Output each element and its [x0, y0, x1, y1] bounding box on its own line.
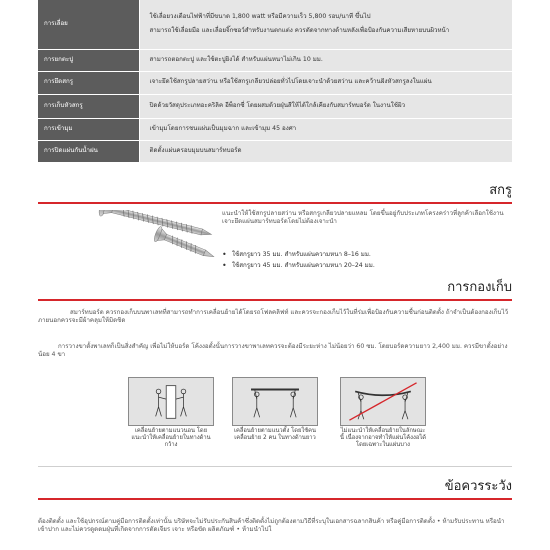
spec-value: สามารถใช้เลื่อยมือ และเลื่อยจิ๊กซอว์สำหรับงานตกแต่ง ควรตัดจากทางด้านหลังเพื่อป้องกันความเสียหายบนผิวหน้า	[149, 26, 450, 34]
section-divider	[38, 498, 512, 500]
spec-label: การยึดสกรู	[38, 71, 139, 94]
spec-value: ใช้เลื่อยวงเดือนไฟฟ้าที่มีขนาด 1,800 watt หรือมีความเร็ว 5,800 รอบ/นาที ขึ้นไป	[149, 13, 371, 21]
storage-paragraph: สมาร์ทบอร์ด ควรกองเก็บบนพาเลทที่สามารถทำการเคลื่อนย้ายได้โดยรถโฟลคลิฟท์ และควรจะกองเก็บไว้ในที่ร่มเพื่อป้องกันความชื้นก่อนติดตั้ง ถ้าจำเป็นต้องกองเก็บไว้ภายนอกควรจะมีผ้าคลุมให้มิดชิด	[38, 309, 509, 325]
screws-intro: แนะนำให้ใช้สกรูปลายสว่าน หรือสกรูเกลียวปลายแหลม โดยขึ้นอยู่กับประเภทโครงคร่าวที่ลูกค้าเลือกใช้งาน เจาะยึดแผ่นสมาร์ทบอร์ดโดยไม่ต้องเจาะนำ	[222, 210, 504, 226]
illustration-caption: ไม่แนะนำให้เคลื่อนย้ายในลักษณะนี้ เนื่องจากอาจทำให้แผ่นโค้งงอได้ โดยเฉพาะในแผ่นบาง	[340, 428, 426, 449]
spec-table	[38, 0, 512, 163]
illustration-caption: เคลื่อนย้ายตามแนวนอน โดยแนะนำให้เคลื่อนย้ายในทางด้านกว้าง	[131, 428, 211, 449]
storage-paragraph: การวางขาตั้งพาเลทก็เป็นสิ่งสำคัญ เพื่อไม่ให้บอร์ด โค้งงอตั้งนั้นการวางขาพาเลทควรจะต้องมีระยะห่าง ไม่น้อยว่า 60 ซม. โดยบอร์ดความยาว 2,400 มม. ควรมีขาตั้งอย่างน้อย 4 ขา	[38, 343, 508, 359]
spec-row	[38, 0, 512, 49]
list-item: • ใช้สกรูยาว 35 มม. สำหรับแผ่นความหนา 8–16 มม.	[222, 251, 512, 259]
spec-label: การเก็บหัวสกรู	[38, 94, 139, 118]
carry-vertical-illustration	[232, 377, 318, 426]
spec-label: การเข้ามุม	[38, 118, 139, 140]
section-header-screws	[38, 182, 512, 204]
spec-row	[38, 118, 512, 140]
section-title: สกรู	[489, 183, 512, 199]
screws-bullet-list	[222, 251, 512, 274]
drill-screw-icon	[150, 226, 220, 264]
illustration-caption: เคลื่อนย้ายตามแนวตั้ง โดยใช้คนเคลื่อนย้าย 2 คน ในทางด้านยาว	[233, 428, 317, 442]
spec-label: การยกตะปู	[38, 49, 139, 71]
spec-value: ปิดด้วยวัสดุประเภทอะคริลิค อีพ็อกซี่ โดยผสมด้วยฝุ่นสีให้ได้ใกล้เคียงกับสมาร์ทบอร์ด ในงานใช้ผิว	[139, 94, 512, 118]
list-item: • ใช้สกรูยาว 45 มม. สำหรับแผ่นความหนา 20–24 มม.	[222, 262, 512, 270]
cautions-text: ต้องติดตั้ง และใช้อุปกรณ์ตามคู่มือการติดตั้งเท่านั้น บริษัทจะไม่รับประกันสินค้าซึ่งติดตั้งไม่ถูกต้องตามวิธีที่ระบุในเอกสารฉลากสินค้า หรือคู่มือการติดตั้ง • ห้ามรับประทาน หรือนำเข้าปาก และไม่ควรดูดดมฝุ่นที่เกิดจากการตัดเจียร เจาะ หรือขัด ผลิตภัณฑ์ • ห้ามนำไปใ	[38, 518, 505, 534]
spec-label: การเลื่อย	[38, 0, 139, 49]
section-title: การกองเก็บ	[447, 280, 512, 296]
spec-row	[38, 49, 512, 71]
people-carrying-icon	[129, 378, 213, 425]
spec-value: เข้ามุมโดยการชนแผ่นเป็นมุมฉาก และเข้ามุม 45 องศา	[139, 118, 512, 140]
prohibited-icon	[341, 378, 425, 425]
spec-value: สามารถตอกตะปู และใช้ตะปูยิงได้ สำหรับแผ่นหนาไม่เกิน 10 มม.	[139, 49, 512, 71]
section-header-cautions	[38, 478, 512, 500]
section-divider	[38, 202, 512, 204]
spec-value: เจาะยึดใช้สกรูปลายสว่าน หรือใช้สกรูเกลียวปล่อยทั่วไปโดยเจาะนำด้วยสว่าน และคว้านฝังหัวสกรูลงในแผ่น	[139, 71, 512, 94]
carry-wrong-illustration	[340, 377, 426, 426]
spec-row	[38, 71, 512, 94]
section-header-storage	[38, 279, 512, 301]
people-carrying-icon	[233, 378, 317, 425]
spec-value: ติดตั้งแผ่นครอบมุมบนสมาร์ทบอร์ด	[139, 140, 512, 162]
divider	[38, 466, 512, 467]
section-title: ข้อควรระวัง	[444, 479, 512, 495]
section-divider	[38, 299, 512, 301]
spec-row	[38, 140, 512, 162]
spec-row	[38, 94, 512, 118]
carry-horizontal-illustration	[128, 377, 214, 426]
spec-label: การปิดแผ่นกันน้ำฝน	[38, 140, 139, 162]
